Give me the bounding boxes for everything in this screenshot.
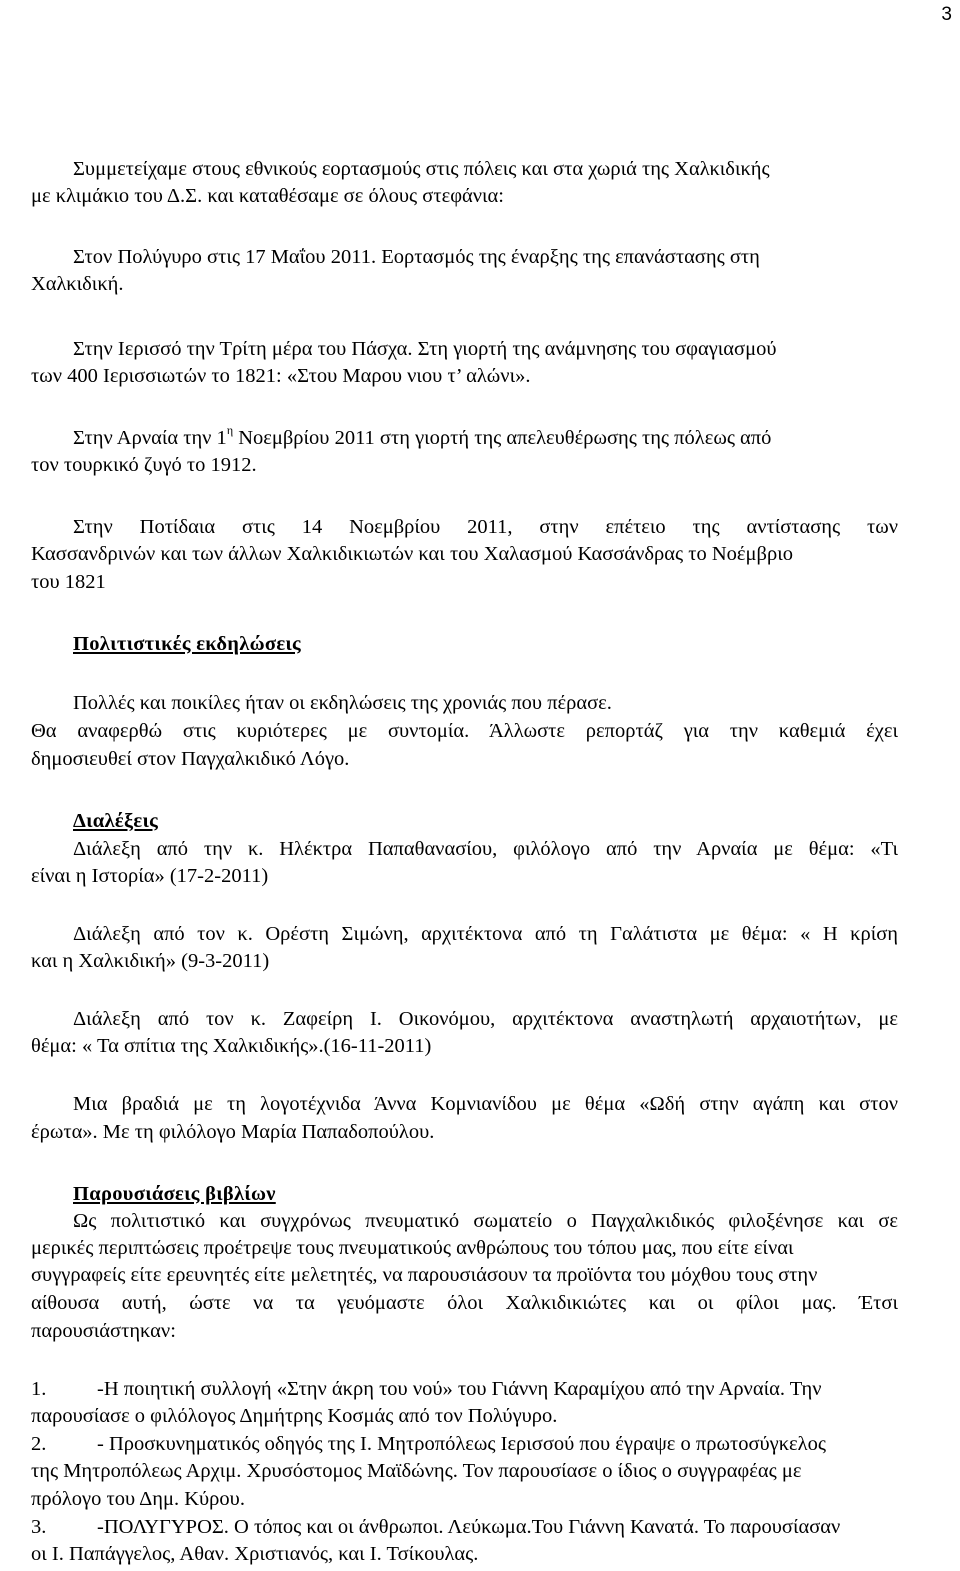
- text-line: τον τουρκικό ζυγό το 1912.: [31, 454, 257, 476]
- superscript: η: [226, 423, 234, 438]
- text-line: Διάλεξη από την κ. Ηλέκτρα Παπαθανασίου, φιλόλογο από την Αρναία με θέμα: «Τι: [73, 838, 898, 860]
- text-line: μερικές περιπτώσεις προέτρεψε τους πνευματικούς ανθρώπους του τόπου μας, που είτε είναι: [31, 1237, 794, 1259]
- section-heading: Πολιτιστικές εκδηλώσεις: [73, 633, 301, 655]
- text-line: Πολλές και ποικίλες ήταν οι εκδηλώσεις της χρονιάς που πέρασε.: [73, 692, 612, 714]
- text-line: Συμμετείχαμε στους εθνικούς εορτασμούς στις πόλεις και στα χωριά της Χαλκιδικής: [73, 158, 770, 180]
- page-number: 3: [941, 4, 952, 25]
- list-text: -Η ποιητική συλλογή «Στην άκρη του νού» του Γιάννη Καραμίχου από την Αρναία. Την: [97, 1378, 822, 1400]
- list-item: [31, 1514, 840, 1540]
- list-number: 3.: [31, 1516, 47, 1538]
- list-number: 2.: [31, 1433, 47, 1455]
- text-line: οι Ι. Παπάγγελος, Αθαν. Χριστιανός, και Ι. Τσίκουλας.: [31, 1543, 479, 1565]
- text-line: της Μητροπόλεως Αρχιμ. Χρυσόστομος Μαϊδώνης. Τον παρουσίασε ο ίδιος ο συγγραφέας με: [31, 1460, 802, 1482]
- text-line: Στον Πολύγυρο στις 17 Μαΐου 2011. Εορτασμός της έναρξης της επανάστασης στη: [73, 246, 760, 268]
- text-line: των 400 Ιερισσιωτών το 1821: «Στου Μαρου νιου τ’ αλώνι».: [31, 365, 531, 387]
- text-line: παρουσίασε ο φιλόλογος Δημήτρης Κοσμάς από τον Πολύγυρο.: [31, 1405, 558, 1427]
- text-line: είναι η Ιστορία» (17-2-2011): [31, 865, 269, 887]
- text-line: Στην Ποτίδαια στις 14 Νοεμβρίου 2011, στην επέτειο της αντίστασης των: [73, 516, 898, 538]
- text-line: έρωτα». Με τη φιλόλογο Μαρία Παπαδοπούλου.: [31, 1121, 435, 1143]
- text-line: πρόλογο του Δημ. Κύρου.: [31, 1488, 245, 1510]
- text-line: και η Χαλκιδική» (9-3-2011): [31, 950, 270, 972]
- list-text: - Προσκυνηματικός οδηγός της Ι. Μητροπόλεως Ιερισσού που έγραψε ο πρωτοσύγκελος: [97, 1433, 826, 1455]
- list-item: [31, 1376, 821, 1402]
- text-line: παρουσιάστηκαν:: [31, 1320, 176, 1342]
- list-item: [31, 1431, 826, 1457]
- text-line: θέμα: « Τα σπίτια της Χαλκιδικής».(16-11-2011): [31, 1035, 432, 1057]
- text-line: συγγραφείς είτε ερευνητές είτε μελετητές, να παρουσιάσουν τα προϊόντα του μόχθου τους στην: [31, 1264, 818, 1286]
- list-text: -ΠΟΛΥΓΥΡΟΣ. Ο τόπος και οι άνθρωποι. Λεύκωμα.Του Γιάννη Κανατά. Το παρουσίασαν: [97, 1516, 841, 1538]
- section-heading: Παρουσιάσεις βιβλίων: [73, 1183, 276, 1205]
- text-line: αίθουσα αυτή, ώστε να τα γευόμαστε όλοι Χαλκιδικιώτες και οι φίλοι μας. Έτσι: [31, 1292, 898, 1314]
- section-heading: Διαλέξεις: [73, 810, 159, 832]
- text-line: Μια βραδιά με τη λογοτέχνιδα Άννα Κομνιανίδου με θέμα «Ωδή στην αγάπη και στον: [73, 1093, 898, 1115]
- text-line: του 1821: [31, 571, 106, 593]
- text-line: Ως πολιτιστικό και συγχρόνως πνευματικό σωματείο ο Παγχαλκιδικός φιλοξένησε και σε: [73, 1210, 898, 1232]
- text-line: [73, 425, 771, 451]
- text-line: Κασσανδρινών και των άλλων Χαλκιδικιωτών και του Χαλασμού Κασσάνδρας το Νοέμβριο: [31, 543, 793, 565]
- text-line: Διάλεξη από τον κ. Ζαφείρη Ι. Οικονόμου, αρχιτέκτονα αναστηλωτή αρχαιοτήτων, με: [73, 1008, 898, 1030]
- text-line: με κλιμάκιο του Δ.Σ. και καταθέσαμε σε όλους στεφάνια:: [31, 185, 504, 207]
- text-line: Χαλκιδική.: [31, 273, 124, 295]
- list-number: 1.: [31, 1378, 47, 1400]
- text-line: Διάλεξη από τον κ. Ορέστη Σιμώνη, αρχιτέκτονα από τη Γαλάτιστα με θέμα: « Η κρίση: [73, 923, 898, 945]
- text-segment: Νοεμβρίου 2011 στη γιορτή της απελευθέρωσης της πόλεως από: [233, 427, 772, 449]
- text-line: δημοσιευθεί στον Παγχαλκιδικό Λόγο.: [31, 748, 350, 770]
- text-segment: Στην Αρναία την 1: [73, 427, 227, 449]
- text-line: Στην Ιερισσό την Τρίτη μέρα του Πάσχα. Στη γιορτή της ανάμνησης του σφαγιασμού: [73, 338, 777, 360]
- text-line: Θα αναφερθώ στις κυριότερες με συντομία. Άλλωστε ρεπορτάζ για την καθεμιά έχει: [31, 720, 898, 742]
